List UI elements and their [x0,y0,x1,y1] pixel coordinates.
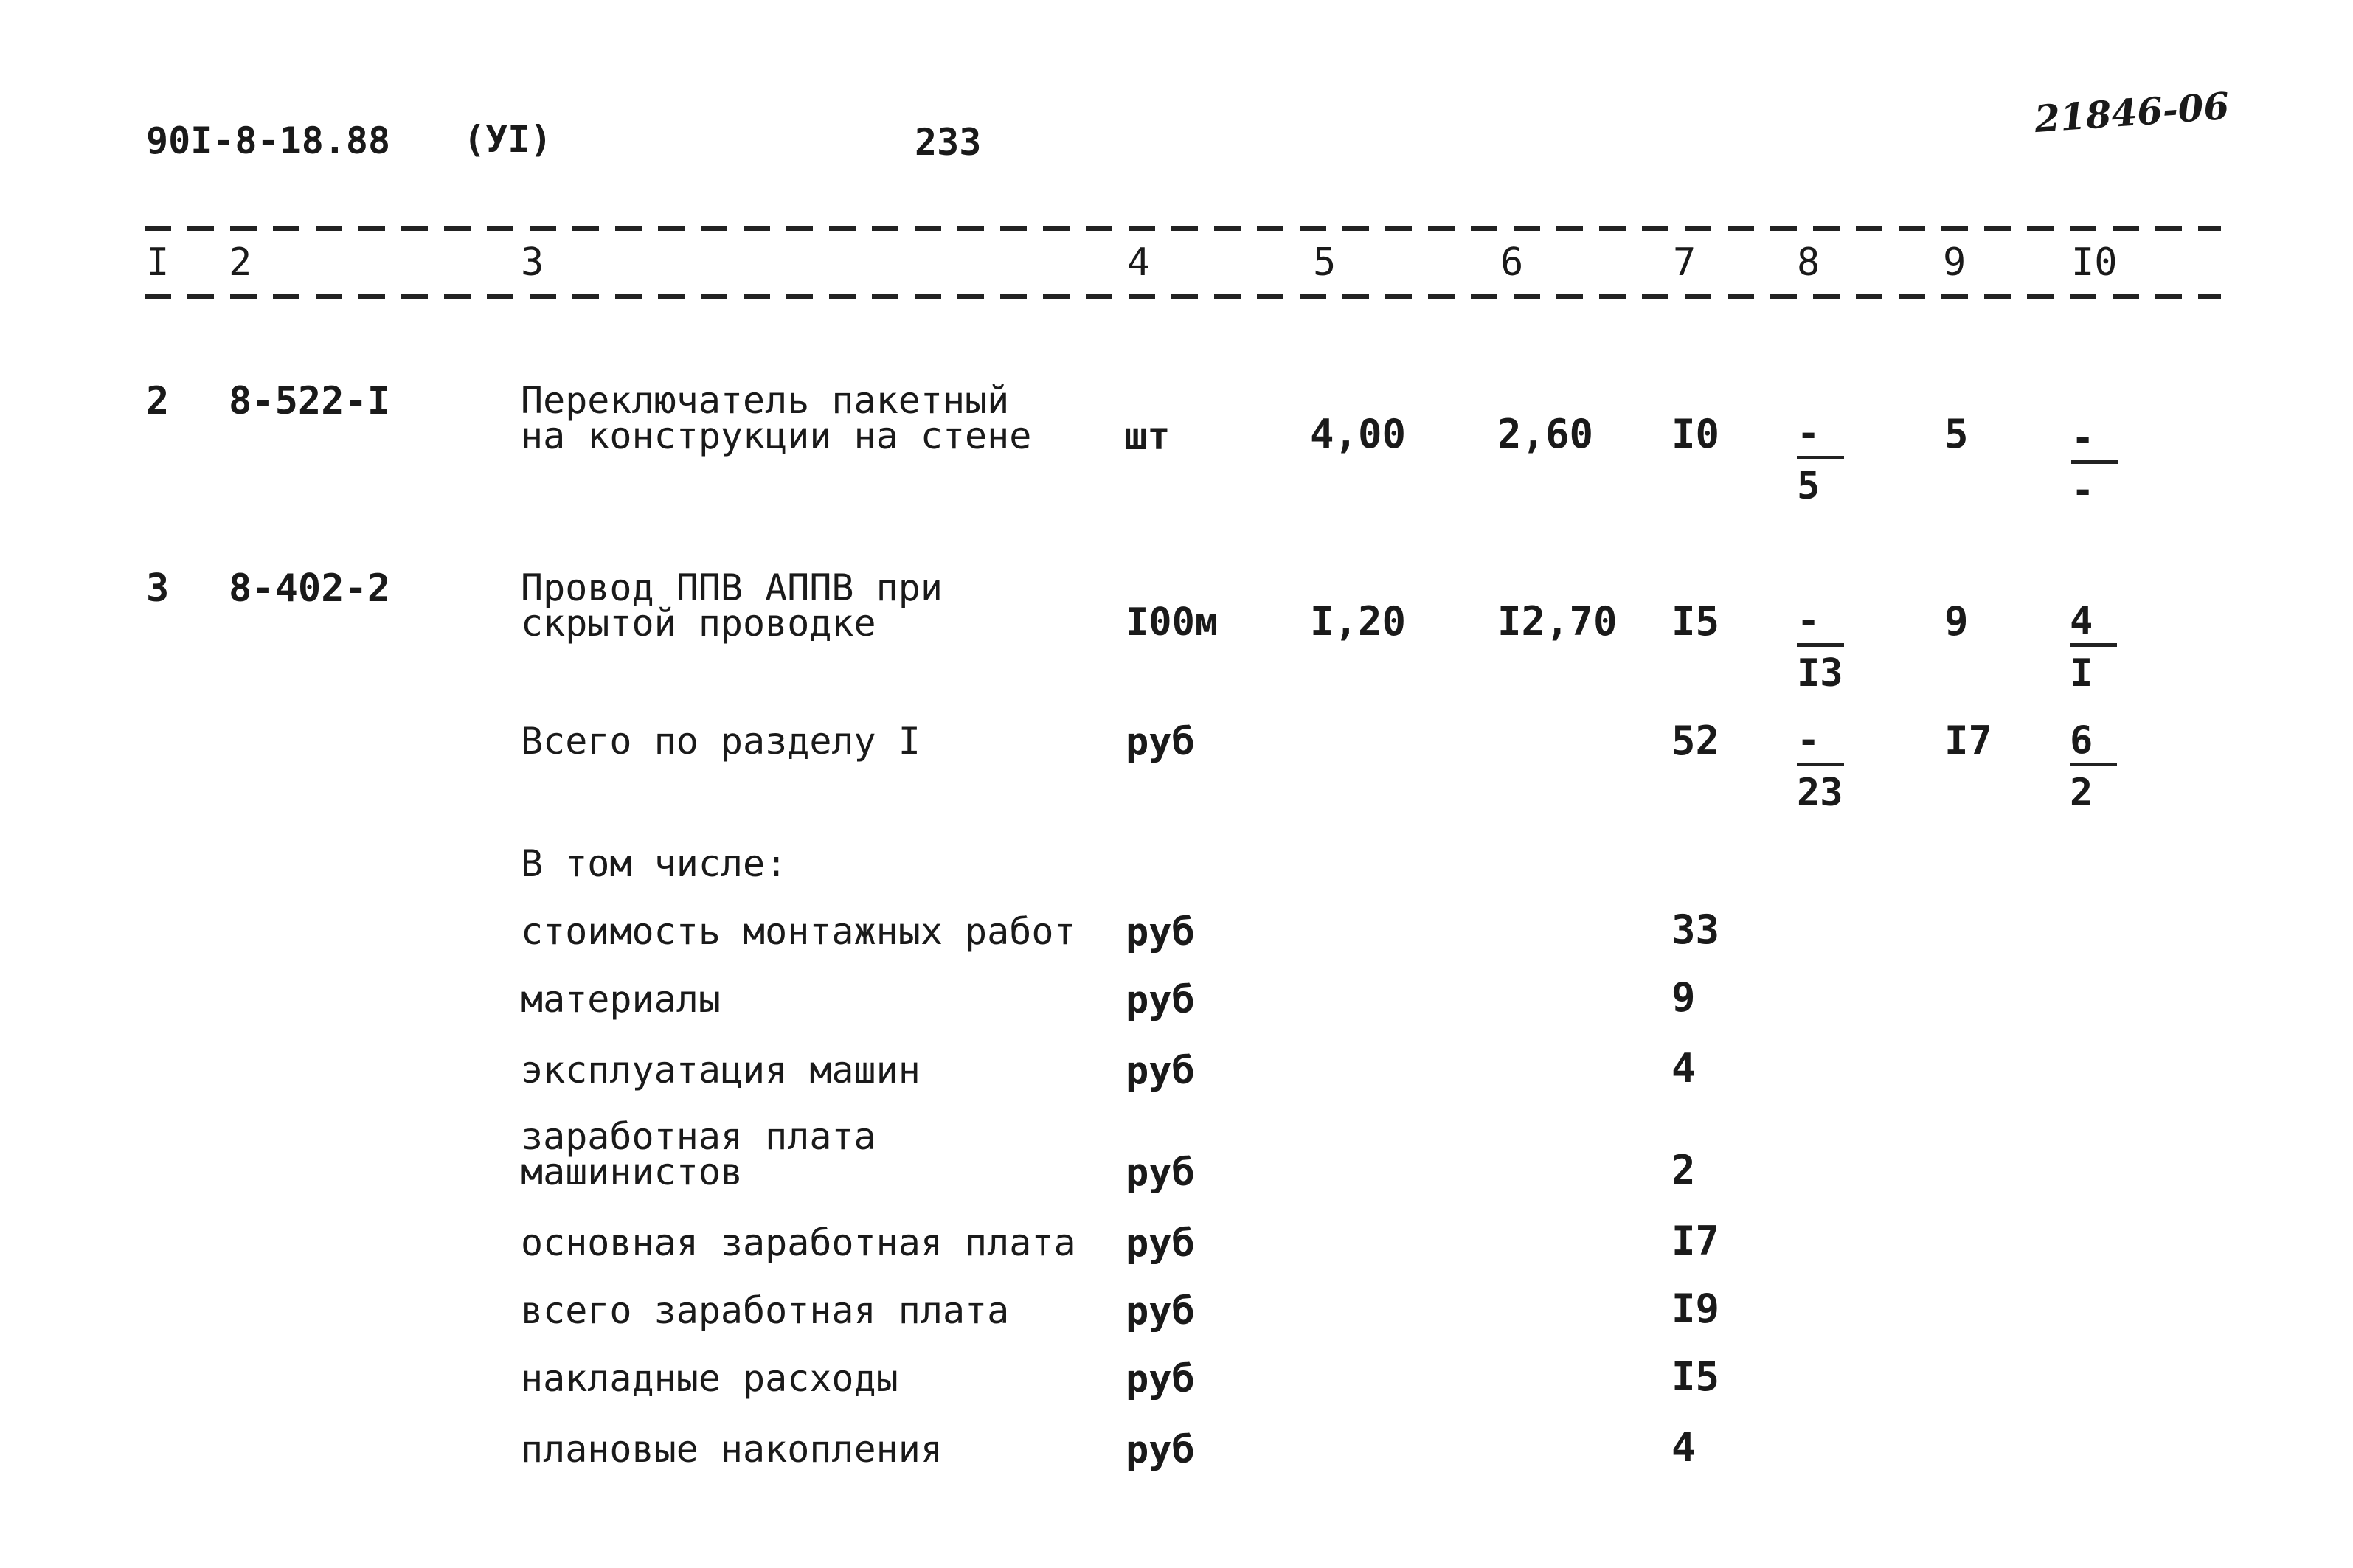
breakdown-title: В том числе: [521,842,788,885]
archive-stamp: 21846-06 [2033,83,2231,142]
fraction-numerator: 6 [2070,718,2093,763]
breakdown-value: 33 [1671,906,1720,953]
fraction-numerator: - [1797,599,1820,643]
total-col7: 52 [1671,718,1720,764]
row-col10-fraction [2070,599,2118,695]
total-col8-fraction [1797,718,1846,815]
total-col9: I7 [1944,718,1993,764]
breakdown-value: I9 [1671,1286,1720,1332]
row-col10-fraction [2071,416,2120,513]
breakdown-value: I7 [1671,1218,1720,1264]
breakdown-label: всего заработная плата [521,1289,1010,1332]
fraction-numerator: 4 [2070,599,2093,643]
breakdown-unit: руб [1126,1049,1195,1093]
breakdown-value: I5 [1671,1353,1720,1400]
breakdown-unit: руб [1126,1221,1195,1266]
row-col5: 4,00 [1310,411,1407,457]
fraction-denominator: 23 [1797,771,1843,815]
breakdown-label: стоимость монтажных работ [521,910,1076,953]
header-top-rule [145,226,2221,231]
breakdown-label: накладные расходы [521,1357,898,1400]
row-unit: I00м [1126,600,1219,645]
column-header-10: I0 [2071,240,2118,285]
row-col8-fraction [1797,412,1846,508]
breakdown-unit: руб [1126,1428,1195,1472]
row-name-line-2: скрытой проводке [521,602,876,645]
breakdown-value: 9 [1671,974,1696,1021]
breakdown-unit: руб [1126,1151,1195,1195]
section-number: (УI) [463,118,552,161]
row-col6: 2,60 [1497,411,1594,457]
breakdown-value: 2 [1671,1147,1696,1193]
fraction-denominator: 2 [2070,771,2093,815]
row-name-line-1: Переключатель пакетный [521,379,1010,422]
fraction-numerator: - [2071,416,2095,460]
fraction-bar [1797,456,1844,459]
breakdown-unit: руб [1126,910,1195,954]
fraction-denominator: 5 [1797,464,1820,508]
column-header-3: 3 [521,240,544,285]
total-unit: руб [1126,720,1195,764]
column-header-5: 5 [1313,240,1337,285]
fraction-denominator: - [2071,468,2095,513]
column-header-9: 9 [1943,240,1966,285]
total-label: Всего по разделу I [521,720,921,763]
breakdown-label: материалы [521,978,721,1021]
row-col9: 9 [1944,598,1969,645]
row-name-line-1: Провод ППВ АППВ при [521,566,943,609]
row-col9: 5 [1944,411,1969,457]
fraction-bar [1797,643,1844,647]
breakdown-value: 4 [1671,1045,1696,1092]
fraction-denominator: I3 [1797,651,1843,695]
row-code: 8-522-I [229,379,391,423]
row-col7: I0 [1671,411,1720,457]
breakdown-unit: руб [1126,1357,1195,1401]
row-col5: I,20 [1310,598,1407,645]
fraction-numerator: - [1797,718,1820,763]
total-col10-fraction [2070,718,2118,815]
row-number: 2 [146,379,170,423]
document-code: 90I-8-18.88 [146,119,391,162]
fraction-bar [2071,460,2118,464]
fraction-numerator: - [1797,412,1820,456]
fraction-denominator: I [2070,651,2093,695]
row-code: 8-402-2 [229,566,391,611]
breakdown-label: эксплуатация машин [521,1049,921,1092]
row-name-line-2: на конструкции на стене [521,414,1032,457]
fraction-bar [1797,763,1844,766]
breakdown-label: плановые накопления [521,1428,943,1471]
column-header-4: 4 [1127,240,1151,285]
column-header-1: I [146,240,170,285]
fraction-bar [2070,763,2117,766]
row-col8-fraction [1797,599,1846,695]
fraction-bar [2070,643,2117,647]
row-col7: I5 [1671,598,1720,645]
page-number: 233 [915,121,982,164]
row-col6: I2,70 [1497,598,1618,645]
column-header-7: 7 [1673,240,1697,285]
breakdown-unit: руб [1126,1289,1195,1333]
breakdown-label: основная заработная плата [521,1221,1076,1264]
row-number: 3 [146,566,170,611]
breakdown-label-line-2: машинистов [521,1151,744,1193]
column-header-2: 2 [229,240,252,285]
header-bottom-rule [145,294,2221,299]
column-header-8: 8 [1797,240,1820,285]
breakdown-value: 4 [1671,1424,1696,1471]
breakdown-unit: руб [1126,978,1195,1022]
row-unit: шт [1124,414,1171,459]
breakdown-label: заработная плата [521,1115,876,1158]
column-header-6: 6 [1500,240,1524,285]
